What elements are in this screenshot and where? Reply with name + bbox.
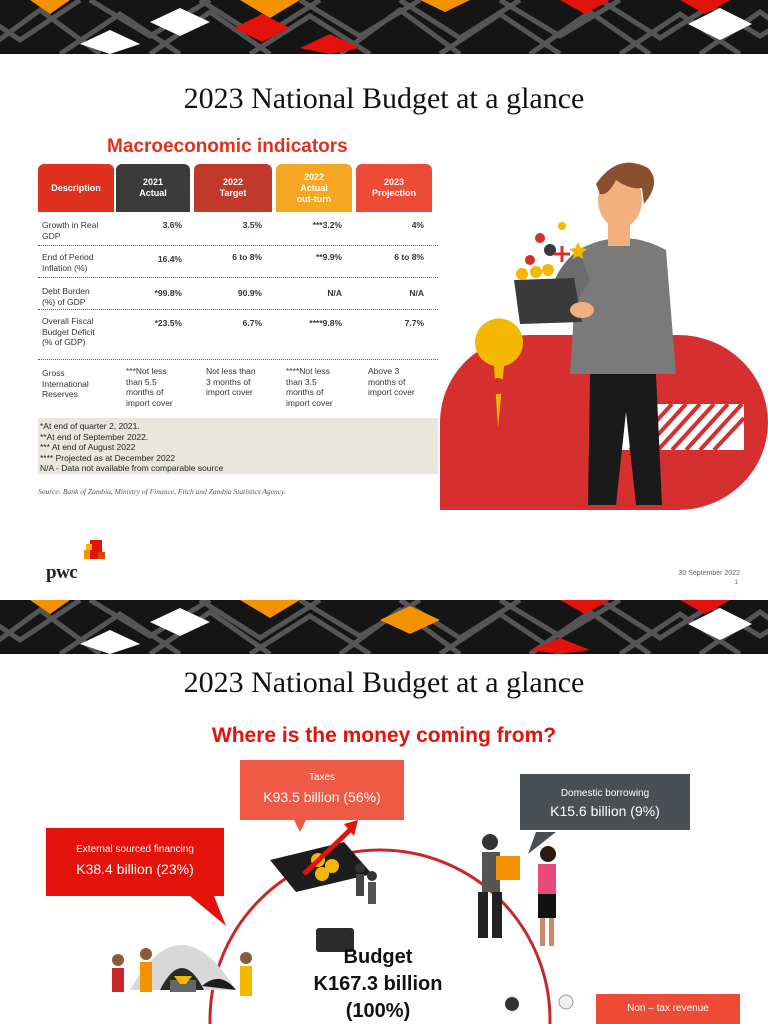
pwc-logo-icon bbox=[76, 540, 106, 560]
row-label: Gross International Reserves bbox=[42, 368, 89, 399]
cell-value: 6 to 8% bbox=[394, 252, 424, 262]
row-label: End of Period Inflation (%) bbox=[42, 252, 94, 273]
cell-value: N/A bbox=[327, 288, 342, 298]
nontax-label: Non – tax revenue bbox=[627, 1003, 709, 1014]
cell-value: *23.5% bbox=[154, 318, 182, 328]
chevron-pattern bbox=[0, 0, 768, 54]
footnote: *At end of quarter 2, 2021. bbox=[40, 421, 140, 431]
cell-value: N/A bbox=[409, 288, 424, 298]
cell-value: 4% bbox=[411, 220, 424, 230]
row-label: Debt Burden (%) of GDP bbox=[42, 286, 90, 307]
cell-value: Not less than 3 months of import cover bbox=[206, 366, 256, 397]
page-title: 2023 National Budget at a glance bbox=[183, 82, 585, 115]
section-subtitle: Macroeconomic indicators bbox=[107, 136, 348, 157]
cell-value: 90.9% bbox=[237, 288, 262, 298]
cell-value: 3.6% bbox=[162, 220, 182, 230]
person-with-laptop-illustration bbox=[440, 150, 768, 510]
header-2022-outturn: 2022 Actual out-turn bbox=[276, 164, 352, 212]
cell-value: 6 to 8% bbox=[232, 252, 262, 262]
external-label: External sourced financing bbox=[76, 844, 194, 855]
cell-value: 3.5% bbox=[242, 220, 262, 230]
cell-value: **9.9% bbox=[316, 252, 342, 262]
cell-value: 6.7% bbox=[242, 318, 262, 328]
section-subtitle: Where is the money coming from? bbox=[211, 724, 557, 747]
external-financing-callout bbox=[46, 828, 224, 896]
chevron-pattern bbox=[0, 600, 768, 654]
page-number: 1 bbox=[734, 580, 738, 586]
external-value: K38.4 billion (23%) bbox=[76, 861, 194, 877]
domestic-value: K15.6 billion (9%) bbox=[550, 803, 660, 819]
budget-amount: K167.3 billion bbox=[313, 973, 443, 995]
taxes-value: K93.5 billion (56%) bbox=[263, 789, 381, 805]
cell-value: 7.7% bbox=[404, 318, 424, 328]
cell-value: ***3.2% bbox=[312, 220, 342, 230]
footnote: **At end of September 2022. bbox=[40, 431, 149, 442]
header-2023-projection: 2023 Projection bbox=[356, 164, 432, 212]
budget-percent: (100%) bbox=[345, 1000, 411, 1022]
header-2021-actual: 2021 Actual bbox=[116, 164, 190, 212]
budget-label: Budget bbox=[343, 946, 413, 968]
taxes-callout bbox=[240, 760, 404, 820]
cell-value: 16.4% bbox=[157, 254, 182, 264]
cell-value: ***Not less than 5.5 months of import cover bbox=[126, 366, 173, 408]
footnote: **** Projected as at December 2022 bbox=[40, 452, 176, 463]
footnote: *** At end of August 2022 bbox=[40, 442, 136, 452]
non-tax-revenue-callout bbox=[596, 994, 740, 1024]
slide-2 bbox=[0, 600, 768, 1024]
decorative-header-band bbox=[0, 0, 768, 54]
page-title: 2023 National Budget at a glance bbox=[183, 666, 585, 699]
footnote: N/A - Data not available from comparable source bbox=[40, 463, 224, 473]
header-2022-target: 2022 Target bbox=[194, 164, 272, 212]
budget-total bbox=[300, 944, 456, 1024]
cell-value: *99.8% bbox=[154, 288, 182, 298]
pwc-logo: pwc bbox=[46, 562, 78, 583]
row-label: Growth in Real GDP bbox=[42, 220, 99, 241]
cell-value: ****9.8% bbox=[309, 318, 342, 328]
cell-value: Above 3 months of import cover bbox=[368, 366, 415, 397]
header-description: Description bbox=[38, 164, 114, 212]
domestic-label: Domestic borrowing bbox=[560, 788, 650, 799]
footnotes-box bbox=[38, 418, 438, 474]
domestic-borrowing-callout bbox=[520, 774, 690, 830]
cell-value: ****Not less than 3.5 months of import cover bbox=[286, 366, 333, 408]
taxes-label: Taxes bbox=[308, 772, 336, 783]
row-label: Overall Fiscal Budget Deficit (% of GDP) bbox=[42, 316, 95, 347]
slide-date: 30 September 2022 bbox=[678, 570, 740, 577]
decorative-header-band bbox=[0, 600, 768, 654]
source-note: Source: Bank of Zambia, Ministry of Finance, Fitch and Zambia Statistics Agency. bbox=[38, 487, 286, 496]
